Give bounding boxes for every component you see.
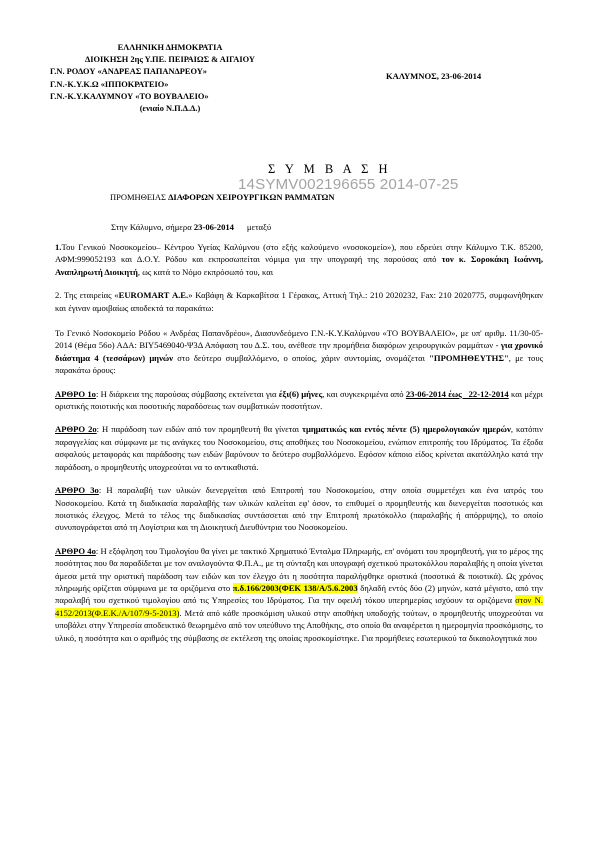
award-duration: για χρονικό διάστημα 4 (τεσσάρων) μηνών bbox=[55, 340, 543, 363]
article-4-label: ΑΡΘΡΟ 4ο bbox=[55, 545, 96, 556]
award-post: στο δεύτερο συμβαλλόμενο, ο οποίος, χάριν συντομίας, ονομάζεται bbox=[173, 352, 430, 363]
letterhead-line-3: Γ.Ν. ΡΟΔΟΥ «ΑΝΔΡΕΑΣ ΠΑΠΑΝΔΡΕΟΥ» bbox=[50, 67, 207, 77]
party-1-representative: τον κ. Σορoκάκη Ιωάννη, Αναπληρωτή Διοικητή bbox=[55, 254, 544, 277]
article-4-text-c: . Μετά από κάθε προσκόμιση υλικού στην αποθήκη υποδοχής τούτων, ο προμηθευτής υποχρεούται να υποβάλει στην Υπηρεσία αποδεικτικό θεωρημένο από τον υπεύθυνο της Αποθήκης, στο οποίο θα αναφέρεται η ημερομηνία προσκόμισης, το υλικό, η ποσότητα και ο αριθμός της σύμβασης σε εκτέλεση της οποίας προσκομίστηκε. Για προμήθειες εσωτερικού τα δικαιολογητικά που bbox=[55, 607, 543, 643]
intro-post: μεταξύ bbox=[233, 222, 272, 232]
article-2-text-b: , κατόπιν παραγγελίας και σύμφωνα με τις ανάγκες του Νοσοκομείου, στις αποθήκες του Νοσοκομείου, ενώπιον επιτροπής του Ιδρύματος. Τα έξοδα ασφαλούς μεταφοράς και παράδοσης των ειδών βαρύνουν το δεύτερο συμβαλλόμενο. Εφόσον κάποιο είδος κρίνεται ακατάλληλο κατά την παράδοση, ο προμηθευτής υποχρεούται να το αντικαθιστά. bbox=[55, 424, 543, 472]
registry-stamp: 14SYMV002196655 2014-07-25 bbox=[238, 176, 459, 193]
subtitle-prefix: ΠΡΟΜΗΘΕΙΑΣ bbox=[110, 192, 169, 202]
intro-line bbox=[111, 222, 271, 232]
contract-body bbox=[55, 241, 543, 655]
party-1-number: 1. bbox=[55, 242, 62, 252]
article-4-law-highlight: στον Ν. 4152/2013(Φ.Ε.Κ./Α/107/9-5-2013) bbox=[55, 595, 543, 618]
letterhead-line-4: Γ.Ν.-Κ.Υ.Κ.Ω «ΙΠΠΟΚΡΑΤΕΙΟ» bbox=[50, 79, 169, 89]
article-1-text-c: και μέχρι οριστικής ποιοτικής και ποσοτικής παραδόσεως των συμβατικών ποσοτήτων. bbox=[55, 388, 543, 412]
article-4-decree-highlight: π.δ.166/2003(ΦΕΚ 138/Α/5.6.2003 bbox=[232, 582, 358, 593]
paragraph-party-1 bbox=[55, 241, 543, 278]
party-1-text: Του Γενικού Νοσοκομείου– Κέντρου Υγείας Καλύμνου (στο εξής καλούμενο «νοσοκομείο»), που εδρεύει στην Κάλυμνο Τ.Κ. 85200, ΑΦΜ:999052193 και Δ.Ο.Υ. Ρόδου και εκπροσωπείται νόμιμα για την υπογραφή της παρούσας από bbox=[55, 242, 543, 265]
document-subtitle bbox=[110, 192, 334, 202]
paragraph-party-2 bbox=[55, 289, 543, 314]
letterhead-line-1: ΕΛΛΗΝΙΚΗ ΔΗΜΟΚΡΑΤΙΑ bbox=[117, 43, 223, 52]
party-2-company: EUROMART Α.Ε. bbox=[118, 290, 189, 301]
letterhead-line-2: ΔΙΟΙΚΗΣΗ 2ης Υ.ΠΕ. ΠΕΙΡΑΙΩΣ & ΑΙΓΑΙΟΥ bbox=[85, 55, 255, 65]
award-tail: , με τους παρακάτω όρους: bbox=[55, 352, 543, 376]
document-title: Σ Υ Μ Β Α Σ Η bbox=[268, 162, 392, 176]
party-2-pre: 2. Της εταιρείας « bbox=[55, 290, 119, 301]
award-supplier-term: "ΠΡΟΜΗΘΕΥΤΗΣ" bbox=[429, 352, 509, 363]
award-pre: Το Γενικό Νοσοκομείο Ρόδου « Ανδρέας Παπανδρέου», Διασυνδεόμενο Γ.Ν.-Κ.Υ.Καλύμνου «ΤΟ ΒΟΥΒΑΛΕΙΟ», με υπ' αριθμ. 11/30-05-2014 (Θέμα 56ο) ΑΔΑ: ΒΙΥ5469040-Ψ3Δ Απόφαση του Δ.Σ. του, ανέθεσε την προμήθεια διαφόρων χειρουργικών ραμμάτων - bbox=[55, 328, 543, 351]
article-4-text-a: : Η εξόφληση του Τιμολογίου θα γίνει με τακτικό Χρηματικό Ένταλμα Πληρωμής, επ' ονόματι του προμηθευτή, για το μέρος της ποσότητας που θα παραδίδεται με τον αναλογούντα Φ.Π.Α., με τη σύνταξη και υπογραφή σχετικού πρωτοκόλλου παραλαβής η οποία γίνεται άμεσα μετά την οριστική παράδοση των ειδών και τον έλεγχο ότι η ποσότητα παραλήφθηκε οριστικά (ποσοτικά & ποιοτικά). Ως χρόνος πληρωμής ορίζεται σύμφωνα με τα οριζόμενα στο bbox=[55, 545, 543, 593]
paragraph-award bbox=[55, 327, 543, 377]
intro-pre: Στην Κάλυμνο, σήμερα bbox=[111, 222, 194, 232]
article-1-duration: έξι(6) μήνες bbox=[278, 388, 323, 399]
article-1-dates: 23-06-2014 έως 22-12-2014 bbox=[405, 388, 509, 399]
article-2-delivery-terms: τμηματικώς και εντός πέντε (5) ημερολογιακών ημερών bbox=[302, 424, 511, 435]
article-3-text: : Η παραλαβή των υλικών διενεργείται από Επιτροπή του Νοσοκομείου, στην οποία συμμετέχει και ένα ιατρός του Νοσοκομείου. Κατά τη διαδικασία παραλαβής των υλικών καλείται εφ' όσον, το επιθυμεί ο προμηθευτής και διενεργείται ποσοτικός και ποιοτικός έλεγχος. Μετά το τέλος της διαδικασίας συντάσσεται από την Επιτροπή πρωτόκολλο (παραλαβής ή απόρριψης), το οποίο συνυπογράφεται από τη Λογίστρια και τη Διοικητική Διευθύντρια του Νοσοκομείου. bbox=[55, 485, 543, 533]
party-1-tail: , ως κατά το Νόμο εκπρόσωπό του, και bbox=[137, 266, 274, 277]
letterhead bbox=[50, 42, 290, 115]
article-1-text-b: , και συγκεκριμένα από bbox=[322, 388, 406, 399]
article-1-label: ΑΡΘΡΟ 1ο bbox=[55, 388, 96, 399]
letterhead-line-6: (ενιαίο Ν.Π.Δ.Δ.) bbox=[139, 104, 201, 114]
document-date: ΚΑΛΥΜΝΟΣ, 23-06-2014 bbox=[386, 71, 482, 81]
article-1-text-a: : Η διάρκεια της παρούσας σύμβασης εκτείνεται για bbox=[95, 388, 279, 399]
article-2 bbox=[55, 423, 543, 473]
article-3-label: ΑΡΘΡΟ 3ο bbox=[55, 485, 99, 496]
intro-date: 23-06-2014 bbox=[193, 222, 234, 232]
article-1 bbox=[55, 388, 543, 413]
article-3 bbox=[55, 484, 543, 534]
letterhead-line-5: Γ.Ν.-Κ.Υ.ΚΑΛΥΜΝΟΥ «ΤΟ ΒΟΥΒΑΛΕΙΟ» bbox=[50, 91, 209, 101]
article-4-text-b: δηλαδή εντός δύο (2) μηνών, κατά μέγιστο, από την παραλαβή του σχετικού τιμολογίου από τις Υπηρεσίες του Ιδρύματος. Για την οφειλή τόκου υπερημερίας ισχύουν τα οριζόμενα bbox=[55, 582, 543, 606]
party-2-post: » Καβάφη & Καρκαβίτσα 1 Γέρακας, Αττική Τηλ.: 210 2020232, Fax: 210 2020775, συμφωνήθηκαν και έγιναν αμοιβαίως αποδεκτά τα παρακάτω: bbox=[55, 290, 543, 313]
article-4 bbox=[55, 545, 543, 644]
article-2-text-a: : Η παράδοση των ειδών από τον προμηθευτή θα γίνεται bbox=[96, 424, 303, 435]
article-2-label: ΑΡΘΡΟ 2ο bbox=[55, 424, 97, 435]
subtitle-bold: ΔΙΑΦΟΡΩΝ ΧΕΙΡΟΥΡΓΙΚΩΝ ΡΑΜΜΑΤΩΝ bbox=[168, 192, 335, 202]
